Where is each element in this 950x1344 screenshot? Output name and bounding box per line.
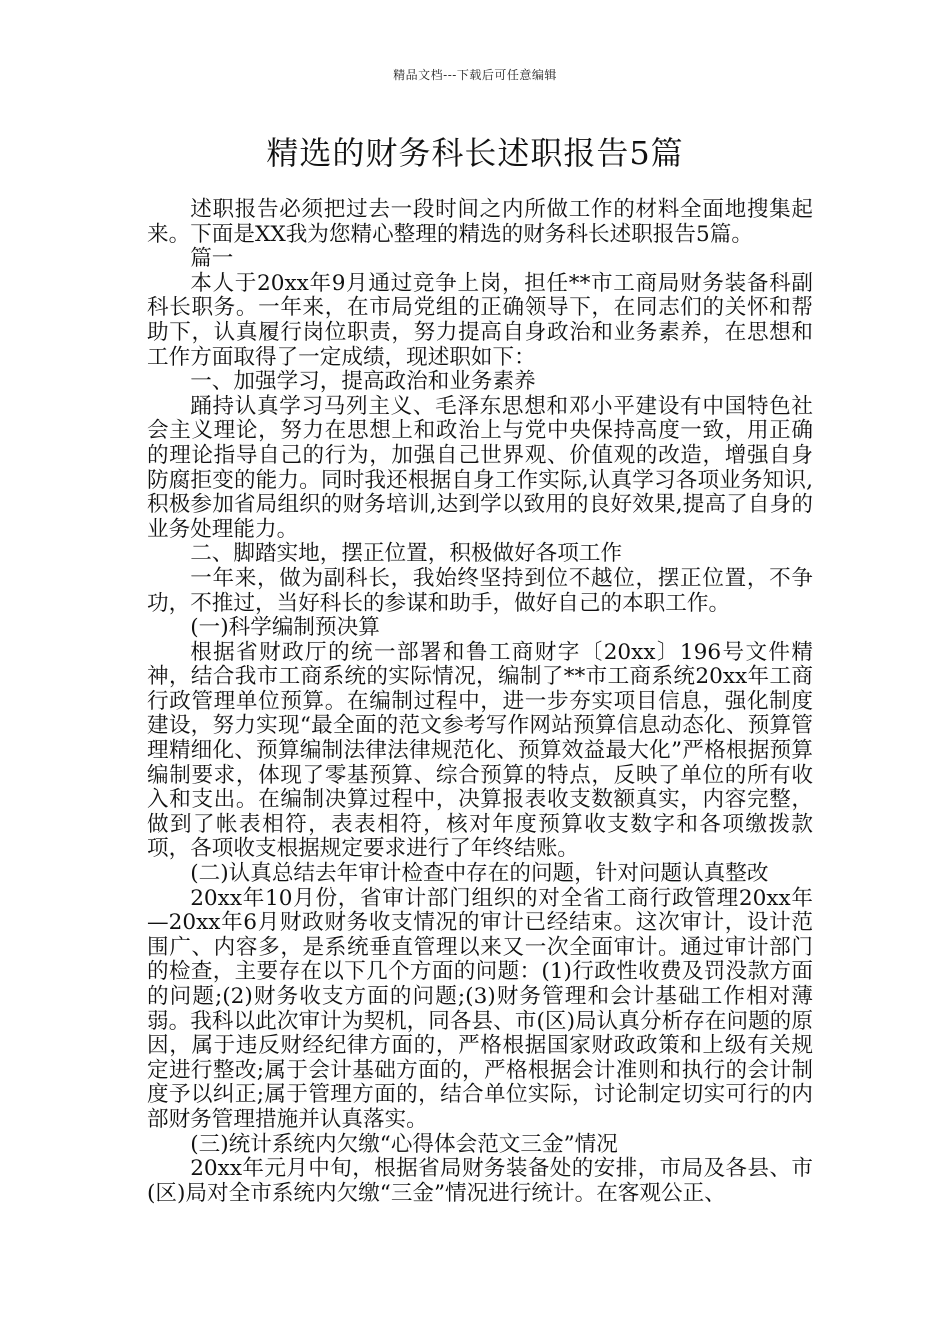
paragraph-intro: 述职报告必须把过去一段时间之内所做工作的材料全面地搜集起来。下面是XX我为您精心整理的精选的财务科长述职报告5篇。 (147, 197, 813, 247)
heading-section-one: 一、加强学习，提高政治和业务素养 (190, 369, 536, 395)
paragraph-audit: 20xx年10月份，省审计部门组织的对全省工商行政管理20xx年—20xx年6月财政财务收支情况的审计已经结束。这次审计，设计范围广、内容多，是系统垂直管理以来又一次全面审计。通过审计部门的检查，主要存在以下几个方面的问题：(1)行政性收费及罚没款方面的问题;(2)财务收支方面的问题;(3)财务管理和会计基础工作相对薄弱。我科以此次审计为契机，同各县、市(区)局认真分析存在问题的原因，属于违反财经纪律方面的，严格根据国家财政政策和上级有关规定进行整改;属于会计基础方面的，严格根据会计准则和执行的会计制度予以纠正;属于管理方面的，结合单位实际，讨论制定切实可行的内部财务管理措施并认真落实。 (147, 885, 813, 1132)
subheading-statistics: (三)统计系统内欠缴“心得体会范文三金”情况 (190, 1131, 618, 1157)
document-title: 精选的财务科长述职报告5篇 (266, 134, 684, 172)
paragraph-self-introduction: 本人于20xx年9月通过竞争上岗，担任**市工商局财务装备科副科长职务。一年来，在市局党组的正确领导下，在同志们的关怀和帮助下，认真履行岗位职责，努力提高自身政治和业务素养，在思想和工作方面取得了一定成绩，现述职如下： (147, 270, 813, 370)
paragraph-study: 踊持认真学习马列主义、毛泽东思想和邓小平建设有中国特色社会主义理论，努力在思想上和政治上与党中央保持高度一致，用正确的理论指导自己的行为，加强自己世界观、价值观的改造，增强自身防腐拒变的能力。同时我还根据自身工作实际,认真学习各项业务知识,积极参加省局组织的财务培训,达到学以致用的良好效果,提高了自身的业务处理能力。 (147, 393, 813, 542)
paragraph-role: 一年来，做为副科长，我始终坚持到位不越位，摆正位置，不争功，不推过，当好科长的参谋和助手，做好自己的本职工作。 (147, 565, 813, 616)
paragraph-statistics: 20xx年元月中旬，根据省局财务装备处的安排，市局及各县、市(区)局对全市系统内欠缴“三金”情况进行统计。在客观公正、 (147, 1156, 813, 1206)
subheading-audit: (二)认真总结去年审计检查中存在的问题，针对问题认真整改 (190, 861, 769, 887)
subheading-budget: (一)科学编制预决算 (190, 615, 380, 641)
heading-section-two: 二、脚踏实地，摆正位置，积极做好各项工作 (190, 541, 623, 567)
paragraph-budget: 根据省财政厅的统一部署和鲁工商财字〔20xx〕196号文件精神，结合我市工商系统的实际情况，编制了**市工商系统20xx年工商行政管理单位预算。在编制过程中，进一步夯实项目信息，强化制度建设，努力实现“最全面的范文参考写作网站预算信息动态化、预算管理精细化、预算编制法律法律规范化、预算效益最大化”严格根据预算编制要求，体现了零基预算、综合预算的特点，反映了单位的所有收入和支出。在编制决算过程中，决算报表收支数额真实，内容完整，做到了帐表相符，表表相符，核对年度预算收支数字和各项缴拨款项，各项收支根据规定要求进行了年终结账。 (147, 639, 813, 862)
header-note: 精品文档---下载后可任意编辑 (393, 68, 557, 82)
section-label-part-one: 篇一 (190, 246, 234, 272)
document-body (147, 198, 813, 1206)
